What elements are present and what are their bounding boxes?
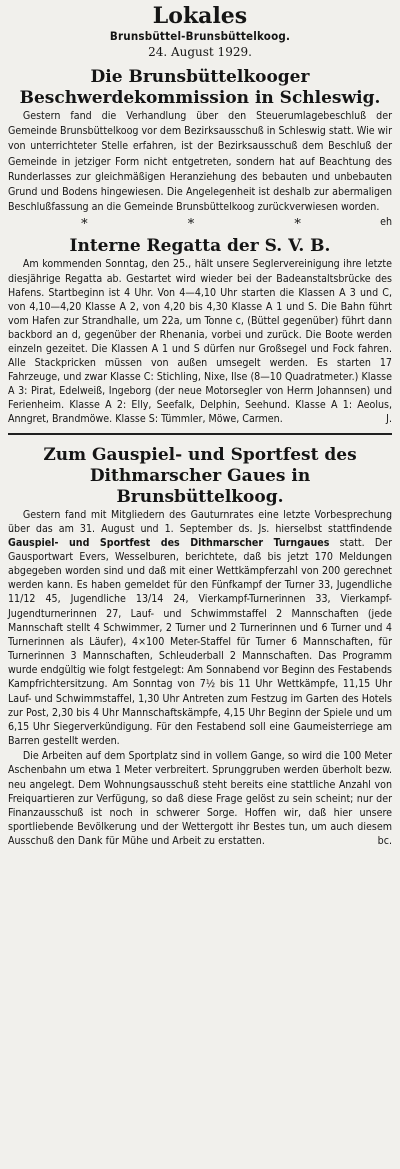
article-paragraph xyxy=(8,749,392,848)
article-gauspiel-sportfest xyxy=(8,445,392,849)
article-paragraph xyxy=(8,257,392,426)
masthead xyxy=(8,3,392,60)
article-headline: Die Brunsbüttelkooger Beschwerdekommission in Schleswig. xyxy=(19,67,381,108)
event-name-emphasis: Gauspiel- und Sportfest des Dithmarscher Turngaues xyxy=(8,536,330,549)
author-signature: eh xyxy=(380,216,392,229)
article-headline: Interne Regatta der S. V. B. xyxy=(69,236,331,257)
section-subtitle: Brunsbüttel-Brunsbüttelkoog. xyxy=(109,29,291,43)
article-paragraph xyxy=(8,109,392,229)
article-paragraph-text: Gestern fand mit Mitgliedern des Gauturnrates eine letzte Vorbesprechung über das am 31. August und 1. September ds. Js. hierselbst stattfindende xyxy=(8,508,392,535)
article-paragraph-text: Am kommenden Sonntag, den 25., hält unsere Seglervereinigung ihre letzte diesjährige Regatta ab. Gestartet wird wieder bei der Badeanstaltsbrücke des Hafens. Startbeginn ist 4 Uhr. Von 4—4,10 Uhr starten die Klassen A 3 und C, von 4,10—4,20 Klasse A 2, von 4,20 bis 4,30 Klasse A 1 und S. Die Bahn führt vom Hafen zur Strandhalle, um 22a, um Tonne c, (Büttel gegenüber) führt dann backbord an d, gegenüber der Rhenania, vorbei und zurück. Die Boote werden einzeln gezeitet. Die Klassen A 1 und S dürfen nur Großsegel und Fock fahren. Alle Stackpricken müssen von außen umsegelt werden. Es starten 17 Fahrzeuge, und zwar Klasse C: Stichling, Nixe, Ilse (8—10 Quadratmeter.) Klasse A 3: Pirat, Edelweiß, Ingeborg (der neue Motorsegler von Herrn Johannsen) und Ferienheim. Klasse A 2: Elly, Seefalk, Delphin, Seehund. Klasse A 1: Aeolus, Anngret, Brandmöwe. Klasse S: Tümmler, Möwe, Carmen. xyxy=(8,258,392,426)
article-paragraph xyxy=(8,508,392,749)
article-regatta xyxy=(8,236,392,426)
section-title: Lokales xyxy=(152,3,248,29)
article-headline: Zum Gauspiel- und Sportfest des Dithmarscher Gaues in Brunsbüttelkoog. xyxy=(43,444,357,507)
author-signature: J. xyxy=(386,413,392,426)
divider-rule xyxy=(8,433,392,435)
section-separator: * * * xyxy=(81,217,349,233)
issue-date: 24. August 1929. xyxy=(148,45,252,59)
article-paragraph-text: Gestern fand die Verhandlung über den Steuerumlagebeschluß der Gemeinde Brunsbüttelkoog vor dem Bezirksausschuß in Schleswig statt. Wie wir von unterrichteter Stelle erfahren, ist der Bezirksausschuß dem Beschluß der Gemeinde in jetziger Form nicht entgetreten, sondern hat auf Beachtung des Runderlasses zur gleichmäßigen Heranziehung des bebauten und unbebauten Grund und Bodens hingewiesen. Die Angelegenheit ist deshalb zur abermaligen Beschlußfassung an die Gemeinde Brunsbüttelkoog zurückverwiesen worden. xyxy=(8,110,392,214)
author-signature: bc. xyxy=(377,835,392,848)
article-paragraph-text: Die Arbeiten auf dem Sportplatz sind in vollem Gange, so wird die 100 Meter Aschenbahn um etwa 1 Meter verbreitert. Sprunggruben werden überholt bezw. neu angelegt. Dem Wohnungsausschuß steht bereits eine stattliche Anzahl von Freiquartieren zur Verfügung, so daß diese Frage gelöst zu sein scheint; nur der Finanzausschuß ist noch in schwerer Sorge. Hoffen wir, daß hier unsere sportliebende Bevölkerung und der Wettergott ihr Bestes tun, um auch diesem Ausschuß den Dank für Mühe und Arbeit zu erstatten. xyxy=(8,750,392,848)
article-paragraph-text: statt. Der Gausportwart Evers, Wesselburen, berichtete, daß bis jetzt 170 Meldungen abgegeben worden sind und daß mit einer Wettkämpferzahl von 200 gerechnet werden kann. Es haben gemeldet für den Fünfkampf der Turner 33, Jugendliche 11/12 45, Jugendliche 13/14 24, Vierkampf-Turnerinnen 33, Vierkampf-Jugendturnerinnen 27, Lauf- und Schwimmstaffel 2 Mannschaften (jede Mannschaft stellt 4 Schwimmer, 2 Turner und 2 Turnerinnen und 6 Turner und 4 Turnerinnen als Läufer), 4×100 Meter-Staffel für Turner 6 Mannschaften, für Turnerinnen 3 Mannschaften, Schleuderball 2 Mannschaften. Das Programm wurde endgültig wie folgt festgelegt: Am Sonnabend vor Beginn des Festabends Kampfrichtersitzung. Am Sonntag von 7½ bis 11 Uhr Wettkämpfe, 11,15 Uhr Lauf- und Schwimmstaffel, 1,30 Uhr Antreten zum Festzug im Garten des Hotels zur Post, 2,30 bis 4 Uhr Mannschaftskämpfe, 4,15 Uhr Beginn der Spiele und um 6,15 Uhr Siegerverkündigung. Für den Festabend soll eine Gaumeisterriege am Barren gestellt werden. xyxy=(8,536,393,748)
article-beschwerdekommission xyxy=(8,67,392,229)
